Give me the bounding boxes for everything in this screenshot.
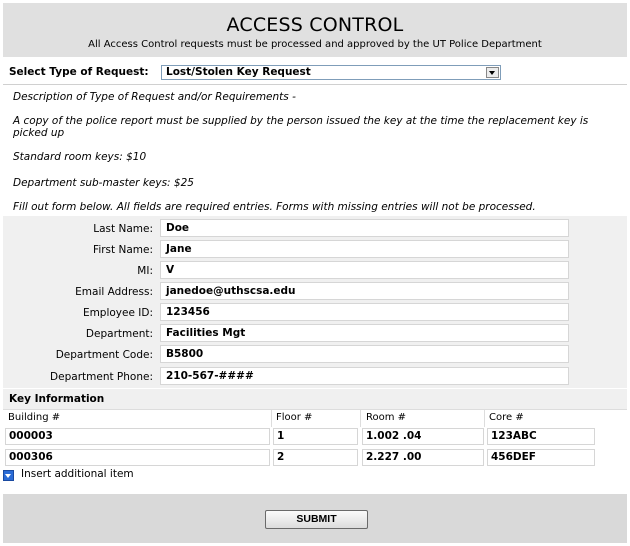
last-name-label: Last Name: [93,223,153,235]
floor-value: 1 [277,430,285,442]
request-description [3,85,627,216]
first-name-label: First Name: [93,244,153,256]
column-core: Core # [489,412,524,423]
form-row-department-phone [3,366,627,387]
employee-id-field[interactable] [160,303,569,321]
last-name-value: Doe [166,222,190,234]
column-divider [484,410,485,427]
employee-id-label: Employee ID: [82,307,153,319]
form-row-email [3,281,627,302]
page-header [3,3,627,57]
form-footer [3,494,627,543]
mi-value: V [166,264,175,276]
description-police-report: A copy of the police report must be supplied by the person issued the key at the time the replacement key is picked up [13,115,589,139]
core-input[interactable] [487,428,595,445]
description-intro: Description of Type of Request and/or Requirements - [13,91,296,103]
submit-button[interactable]: SUBMIT [265,510,368,529]
column-building: Building # [8,412,61,423]
department-code-field[interactable] [160,345,569,363]
column-room: Room # [366,412,407,423]
form-row-department-code [3,344,627,365]
request-type-label: Select Type of Request: [9,66,149,78]
page-title: ACCESS CONTROL [226,14,404,36]
dropdown-arrow-icon[interactable] [3,470,14,481]
key-information-header [3,389,627,409]
request-type-select[interactable] [161,65,501,80]
building-value: 000306 [9,451,53,463]
form-row-last-name [3,218,627,239]
core-value: 456DEF [491,451,536,463]
page-subtitle: All Access Control requests must be processed and approved by the UT Police Department [88,39,542,50]
key-row [3,448,627,468]
floor-value: 2 [277,451,285,463]
department-code-label: Department Code: [55,349,153,361]
floor-input[interactable] [273,449,358,466]
email-value: janedoe@uthscsa.edu [166,285,296,297]
first-name-value: Jane [166,243,192,255]
form-row-mi [3,260,627,281]
key-information-title: Key Information [9,393,105,405]
description-standard-keys: Standard room keys: $10 [13,151,147,163]
form-row-first-name [3,239,627,260]
room-value: 2.227 .00 [366,451,422,463]
department-label: Department: [85,328,153,340]
building-input[interactable] [5,428,270,445]
column-floor: Floor # [276,412,313,423]
room-input[interactable] [362,428,484,445]
building-input[interactable] [5,449,270,466]
request-type-value: Lost/Stolen Key Request [166,66,311,78]
requester-form [3,216,627,388]
floor-input[interactable] [273,428,358,445]
employee-id-value: 123456 [166,306,210,318]
core-value: 123ABC [491,430,537,442]
room-input[interactable] [362,449,484,466]
description-submaster-keys: Department sub-master keys: $25 [13,177,194,189]
last-name-field[interactable] [160,219,569,237]
email-field[interactable] [160,282,569,300]
description-instructions: Fill out form below. All fields are required entries. Forms with missing entries will not be processed. [13,201,536,213]
department-phone-value: 210-567-#### [166,370,254,382]
key-row [3,427,627,447]
column-divider [360,410,361,427]
building-value: 000003 [9,430,53,442]
first-name-field[interactable] [160,240,569,258]
insert-additional-item-label[interactable]: Insert additional item [21,468,134,480]
room-value: 1.002 .04 [366,430,422,442]
department-value: Facilities Mgt [166,327,246,339]
core-input[interactable] [487,449,595,466]
mi-label: MI: [137,265,153,277]
chevron-down-icon[interactable] [486,67,499,78]
request-type-row [3,60,627,85]
department-field[interactable] [160,324,569,342]
email-label: Email Address: [75,286,153,298]
department-phone-field[interactable] [160,367,569,385]
department-phone-label: Department Phone: [50,371,153,383]
form-row-department [3,323,627,344]
column-divider [271,410,272,427]
form-row-employee-id [3,302,627,323]
key-table-header [3,409,627,428]
department-code-value: B5800 [166,348,204,360]
mi-field[interactable] [160,261,569,279]
